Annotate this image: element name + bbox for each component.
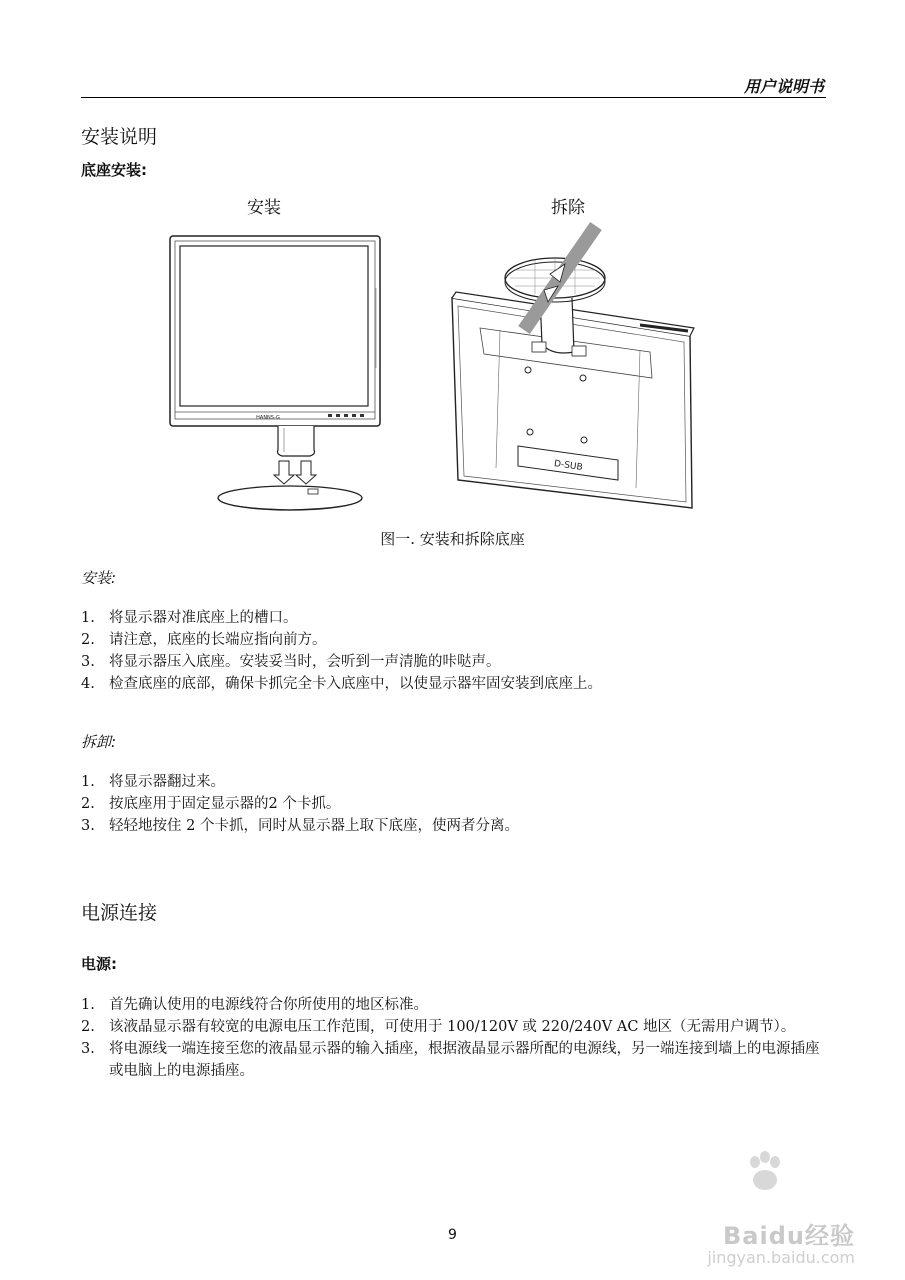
watermark-text: Baidu经验 xyxy=(723,1222,855,1250)
list-item xyxy=(81,607,831,629)
list-item-text: 按底座用于固定显示器的2 个卡抓。 xyxy=(109,796,341,812)
monitor-install-illustration xyxy=(160,228,390,518)
list-item-text: 将显示器对准底座上的槽口。 xyxy=(109,610,298,626)
paw-icon xyxy=(745,1150,785,1194)
list-item-text: 将电源线一端连接至您的液晶显示器的输入插座，根据液晶显示器所配的电源线，另一端连接到墙上的电源插座或电脑上的电源插座。 xyxy=(109,1041,820,1079)
list-item-number: 3. xyxy=(81,818,95,834)
list-item-text: 该液晶显示器有较宽的电源电压工作范围，可使用于 100/120V 或 220/240V AC 地区（无需用户调节）。 xyxy=(109,1019,796,1035)
page-number: 9 xyxy=(448,1227,457,1243)
section-title-installation: 安装说明 xyxy=(81,126,158,148)
section-subtitle-stand: 底座安装: xyxy=(81,161,147,179)
list-item-text: 检查底座的底部，确保卡抓完全卡入底座中，以使显示器牢固安装到底座上。 xyxy=(109,676,602,692)
monitor-brand-text: HANNS-G xyxy=(256,415,280,421)
list-item-text: 请注意，底座的长端应指向前方。 xyxy=(109,632,327,648)
power-steps-list xyxy=(81,994,831,1082)
list-item xyxy=(81,651,831,673)
header-rule xyxy=(81,97,826,98)
list-item-number: 2. xyxy=(81,632,95,648)
figure-caption: 图一. 安装和拆除底座 xyxy=(380,530,525,548)
list-item xyxy=(81,1038,831,1082)
list-item-number: 1. xyxy=(81,610,95,626)
install-steps-list xyxy=(81,607,831,695)
list-item xyxy=(81,771,831,793)
list-item xyxy=(81,1016,831,1038)
list-item xyxy=(81,793,831,815)
list-item xyxy=(81,629,831,651)
remove-steps-list xyxy=(81,771,831,837)
monitor-remove-illustration xyxy=(440,218,700,516)
watermark xyxy=(655,1150,855,1267)
watermark-url: jingyan.baidu.com xyxy=(707,1248,855,1267)
list-item-number: 1. xyxy=(81,774,95,790)
list-item xyxy=(81,815,831,837)
figure-label-remove: 拆除 xyxy=(551,198,585,218)
list-item-text: 将显示器压入底座。安装妥当时，会听到一声清脆的咔哒声。 xyxy=(109,654,501,670)
list-item xyxy=(81,673,831,695)
list-item-number: 2. xyxy=(81,796,95,812)
section-title-power: 电源连接 xyxy=(81,902,158,924)
list-item-number: 3. xyxy=(81,654,95,670)
header-title: 用户说明书 xyxy=(743,77,824,96)
install-heading: 安装: xyxy=(81,569,117,587)
list-item-text: 将显示器翻过来。 xyxy=(109,774,225,790)
figure-label-install: 安装 xyxy=(247,198,281,218)
list-item-text: 轻轻地按住 2 个卡抓，同时从显示器上取下底座，使两者分离。 xyxy=(109,818,519,834)
list-item-number: 3. xyxy=(81,1041,95,1057)
list-item-number: 1. xyxy=(81,997,95,1013)
list-item-number: 2. xyxy=(81,1019,95,1035)
section-subtitle-power: 电源: xyxy=(81,955,117,973)
list-item-text: 首先确认使用的电源线符合你所使用的地区标准。 xyxy=(109,997,428,1013)
remove-heading: 拆卸: xyxy=(81,733,117,751)
back-logo-text: D-SUB xyxy=(553,459,584,473)
list-item xyxy=(81,994,831,1016)
list-item-number: 4. xyxy=(81,676,95,692)
